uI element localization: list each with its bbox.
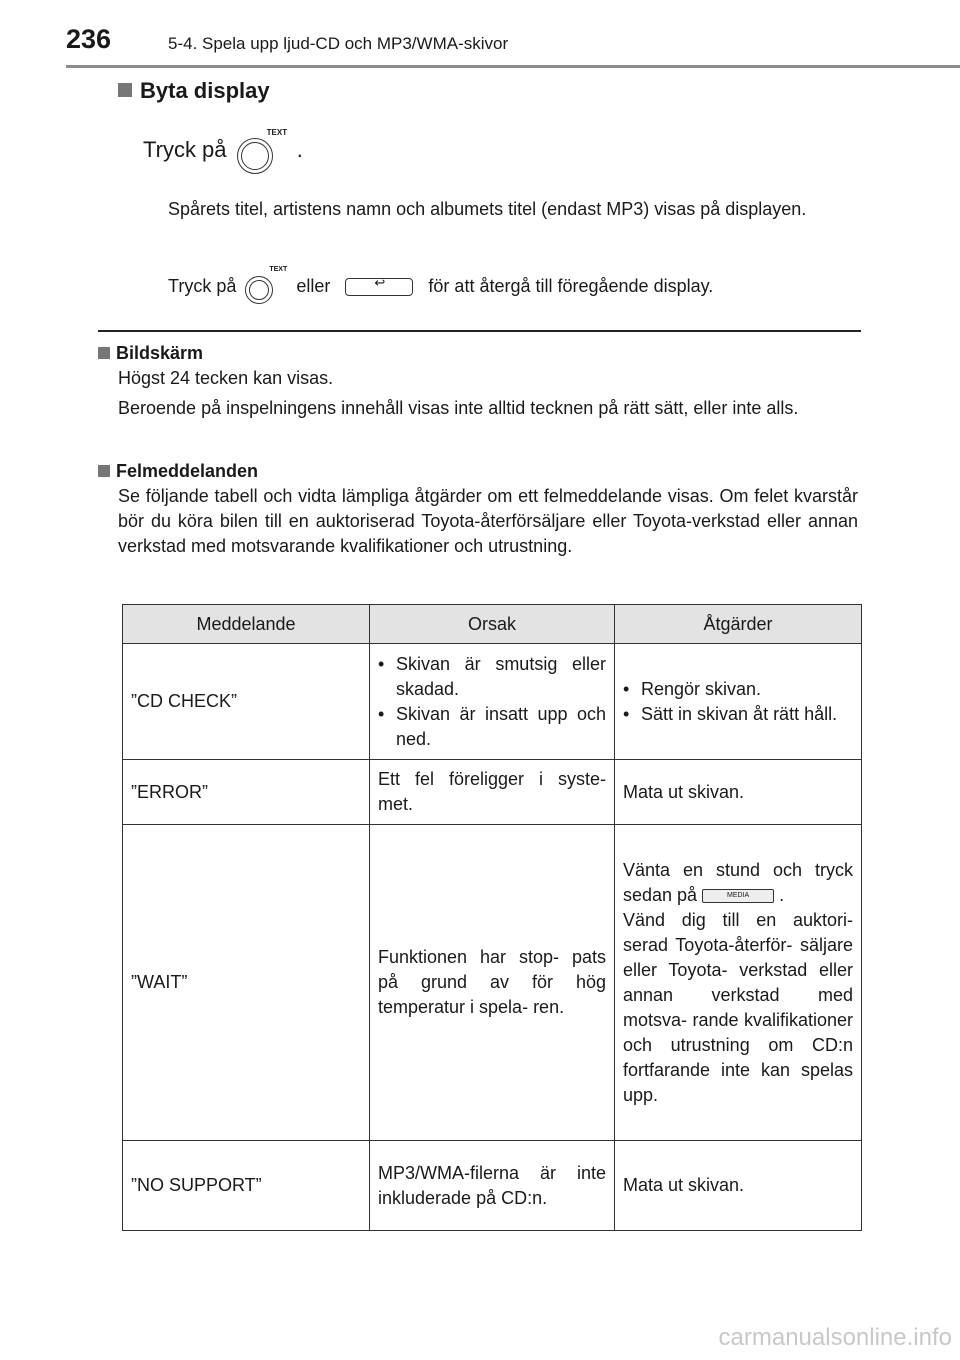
- header-divider: [66, 65, 960, 68]
- column-header: Orsak: [370, 605, 615, 644]
- return-mid: eller: [296, 275, 331, 296]
- bildskarm-body: [118, 366, 858, 421]
- square-bullet-icon: [98, 347, 110, 359]
- knob-label: TEXT: [269, 266, 288, 273]
- message-cell: ”WAIT”: [123, 825, 370, 1141]
- cause-cell: Funktionen har stop- pats på grund av för hög temperatur i spela- ren.: [370, 825, 615, 1141]
- back-glyph: ↩: [374, 275, 386, 290]
- table-row: [123, 1141, 862, 1231]
- text-knob-icon: [241, 266, 291, 304]
- chapter-title: 5-4. Spela upp ljud-CD och MP3/WMA-skivor: [168, 34, 509, 53]
- action-cell: [615, 644, 862, 760]
- error-table: [122, 604, 862, 1231]
- section-divider: [98, 330, 861, 332]
- step-prefix: Tryck på: [143, 136, 227, 162]
- text-knob-icon: [233, 130, 291, 172]
- action-cell: [615, 825, 862, 1141]
- action-dot: .: [779, 884, 785, 905]
- return-suffix: för att återgå till föregående display.: [428, 275, 714, 296]
- step-suffix: .: [296, 136, 303, 162]
- cause-item: • Skivan är insatt upp och ned.: [378, 702, 606, 752]
- cause-cell: MP3/WMA-filerna är inte inkluderade på CD:n.: [370, 1141, 615, 1231]
- table-header-row: [123, 605, 862, 644]
- felmeddelanden-heading-text: Felmeddelanden: [116, 461, 259, 481]
- table-row: [123, 825, 862, 1141]
- column-header: Meddelande: [123, 605, 370, 644]
- page-number: 236: [66, 24, 112, 54]
- square-bullet-icon: [98, 465, 110, 477]
- knob-label: TEXT: [266, 128, 288, 137]
- return-prefix: Tryck på: [168, 275, 237, 296]
- bildskarm-heading-text: Bildskärm: [116, 343, 204, 363]
- action-cell: Mata ut skivan.: [615, 760, 862, 825]
- felmeddelanden-body: [118, 484, 858, 559]
- watermark: carmanualsonline.info: [718, 1324, 952, 1351]
- cause-cell: Ett fel föreligger i syste- met.: [370, 760, 615, 825]
- felmeddelanden-heading: [98, 459, 858, 484]
- message-cell: ”NO SUPPORT”: [123, 1141, 370, 1231]
- message-cell: ”ERROR”: [123, 760, 370, 825]
- action-item: • Rengör skivan.: [623, 677, 853, 702]
- felmeddelanden-section: [98, 459, 858, 564]
- step-instruction: [143, 130, 303, 172]
- bildskarm-heading: [98, 341, 858, 366]
- action-cell: Mata ut skivan.: [615, 1141, 862, 1231]
- action-item: • Sätt in skivan åt rätt håll.: [623, 702, 853, 727]
- bildskarm-line: Högst 24 tecken kan visas.: [118, 368, 334, 388]
- bildskarm-section: [98, 341, 858, 426]
- cause-item: • Skivan är smutsig eller skadad.: [378, 652, 606, 702]
- cause-cell: [370, 644, 615, 760]
- square-bullet-icon: [118, 83, 132, 97]
- return-instruction: [168, 266, 868, 304]
- section-title-text: Byta display: [140, 78, 270, 103]
- table-row: [123, 760, 862, 825]
- bildskarm-line: Beroende på inspelningens innehåll visas inte alltid tecknen på rätt sätt, eller inte alls.: [118, 398, 799, 418]
- table-row: [123, 644, 862, 760]
- section-title: [118, 78, 270, 104]
- column-header: Åtgärder: [615, 605, 862, 644]
- felmeddelanden-text: Se följande tabell och vidta lämpliga åtgärder om ett felmeddelande visas. Om felet kvarstår bör du köra bilen till en auktoriserad Toyota-återförsäljare eller Toyota-verkstad eller annan verkstad med motsvarande kvalifikationer och utrustning.: [118, 486, 858, 556]
- back-button-icon: [345, 275, 413, 296]
- media-button-icon: MEDIA: [702, 889, 774, 903]
- page-header: [66, 24, 960, 68]
- action-text: Vänta en stund och tryck sedan på: [623, 859, 853, 905]
- message-cell: ”CD CHECK”: [123, 644, 370, 760]
- action-text: Vänd dig till en auktori- serad Toyota-återför- säljare eller Toyota- verkstad eller annan verkstad med motsva- rande kvalifikationer och utrustning om CD:n fortfarande inte kan spelas upp.: [623, 909, 853, 1105]
- step-description: Spårets titel, artistens namn och albumets titel (endast MP3) visas på displayen.: [168, 199, 807, 219]
